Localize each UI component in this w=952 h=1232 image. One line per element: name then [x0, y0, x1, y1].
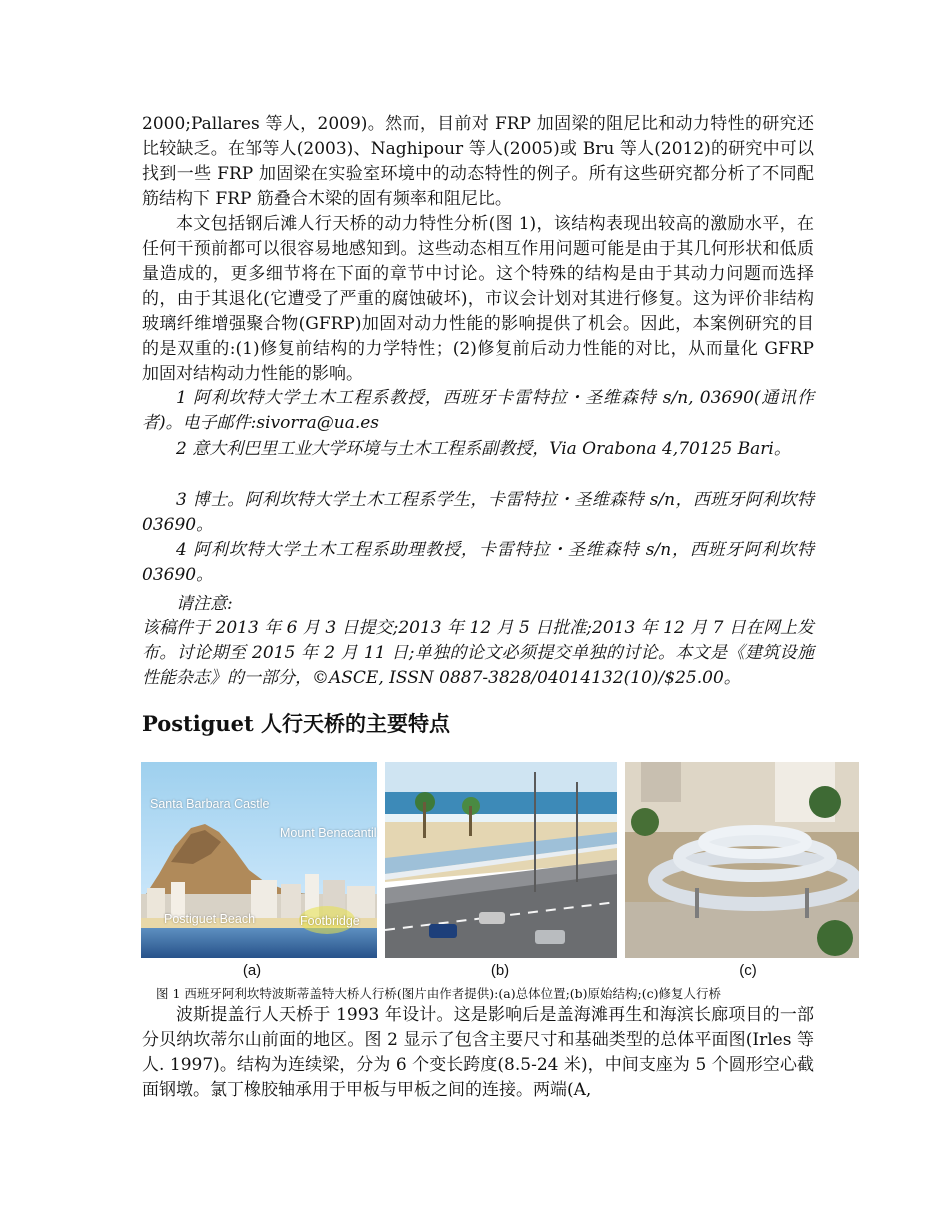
note-text: 该稿件于 2013 年 6 月 3 日提交;2013 年 12 月 5 日批准;2013 年 12 月 7 日在网上发布。讨论期至 2015 年 2 月 11 日;单独的论文必须提交单独的讨论。本文是《建筑设施性能杂志》的一部分，©ASCE, ISSN 0887-3828/04014132(10)/$25.00。 [142, 618, 814, 688]
panel-label-a: (a) [242, 962, 262, 979]
paragraph-intro-continued: 2000;Pallares 等人，2009)。然而，目前对 FRP 加固梁的阻尼比和动力特性的研究还比较缺乏。在邹等人(2003)、Naghipour 等人(2005)或 Bru 等人(2012)的研究中可以找到一些 FRP 加固梁在实验室环境中的动态特性的例子。所有这些研究都分析了不同配筋结构下 FRP 筋叠合木梁的固有频率和阻尼比。 [142, 114, 814, 209]
label-postiguet-beach: Postiguet Beach [164, 912, 256, 926]
affiliation-3: 3 博士。阿利坎特大学土木工程系学生，卡雷特拉・圣维森特 s/n，西班牙阿利坎特 03690。 [142, 490, 814, 535]
panel-label-c: (c) [739, 962, 757, 979]
affiliation-2: 2 意大利巴里工业大学环境与土木工程系副教授，Via Orabona 4,70125 Bari。 [176, 439, 791, 459]
label-santa-barbara-castle: Santa Barbara Castle [150, 797, 270, 811]
figure-photo-b [385, 762, 617, 958]
affiliation-4: 4 阿利坎特大学土木工程系助理教授，卡雷特拉・圣维森特 s/n，西班牙阿利坎特 03690。 [142, 540, 814, 585]
figure-caption: 图 1 西班牙阿利坎特波斯蒂盖特大桥人行桥(图片由作者提供):(a)总体位置;(b)原始结构;(c)修复人行桥 [156, 986, 722, 1001]
label-mount-benacantil: Mount Benacantil [280, 826, 377, 840]
paragraph-footbridge-description: 波斯提盖行人天桥于 1993 年设计。这是影响后是盖海滩再生和海滨长廊项目的一部分贝纳坎蒂尔山前面的地区。图 2 显示了包含主要尺寸和基础类型的总体平面图(Irles 等人. 1997)。结构为连续梁，分为 6 个变长跨度(8.5-24 米)，中间支座为 5 个圆形空心截面钢墩。氯丁橡胶轴承用于甲板与甲板之间的连接。两端(A, [142, 1005, 814, 1100]
figure-photo-a [141, 762, 377, 958]
panel-label-b: (b) [490, 962, 510, 979]
figure-photo-c [625, 762, 859, 958]
affiliation-1: 1 阿利坎特大学土木工程系教授，西班牙卡雷特拉・圣维森特 s/n, 03690(通讯作者)。电子邮件:sivorra@ua.es [142, 388, 814, 433]
label-footbridge: Footbridge [300, 914, 360, 928]
note-label: 请注意: [176, 594, 233, 614]
section-heading: Postiguet 人行天桥的主要特点 [142, 711, 451, 736]
paragraph-study-scope: 本文包括钢后滩人行天桥的动力特性分析(图 1)，该结构表现出较高的激励水平，在任何干预前都可以很容易地感知到。这些动态相互作用问题可能是由于其几何形状和低质量造成的，更多细节将在下面的章节中讨论。这个特殊的结构是由于其动力问题而选择的，由于其退化(它遭受了严重的腐蚀破坏)，市议会计划对其进行修复。这为评价非结构玻璃纤维增强聚合物(GFRP)加固对动力性能的影响提供了机会。因此，本案例研究的目的是双重的:(1)修复前结构的力学特性；(2)修复前后动力性能的对比，从而量化 GFRP 加固对结构动力性能的影响。 [142, 214, 814, 384]
